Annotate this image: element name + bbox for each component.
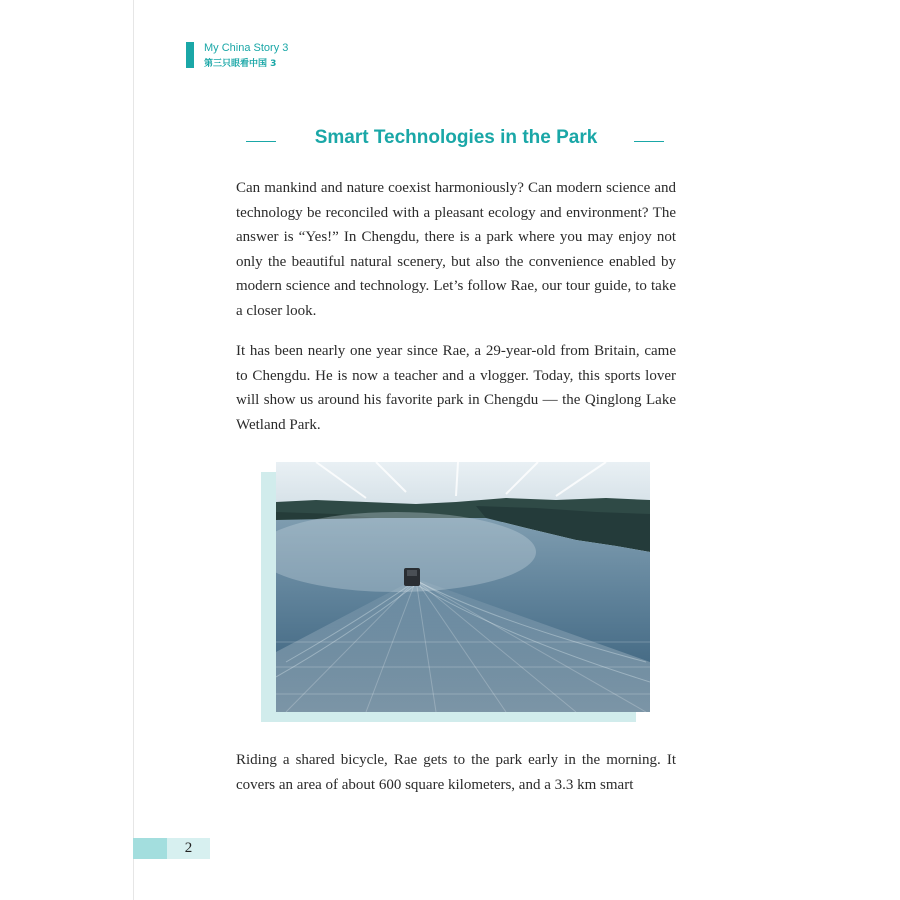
folio-accent-bar	[133, 838, 167, 859]
body-paragraph-2: It has been nearly one year since Rae, a 29-year-old from Britain, came to Chengdu. He is now a teacher and a vlogger. Today, this sports lover will show us around his favorite park in Chengdu — the Qinglong Lake Wetland Park.	[236, 343, 676, 433]
body-paragraph-3: Riding a shared bicycle, Rae gets to the park early in the morning. It covers an area of about 600 square kilometers, and a 3.3 km smart	[236, 752, 676, 793]
lake-boat-photo	[276, 462, 650, 712]
heading-rule-right	[634, 141, 664, 142]
page-number: 2	[184, 840, 193, 856]
page-edge-line	[133, 0, 134, 900]
body-paragraph-1: Can mankind and nature coexist harmoniously? Can modern science and technology be reconciled with a pleasant ecology and environment? The answer is “Yes!” In Chengdu, there is a park where you may enjoy not only the beautiful natural scenery, but also the convenience enabled by modern science and technology. Let’s follow Rae, our tour guide, to take a closer look.	[236, 180, 676, 319]
section-heading	[236, 127, 676, 157]
section-title: Smart Technologies in the Park	[314, 127, 598, 148]
header-book-title: My China Story 3	[204, 42, 289, 54]
header-book-title-chinese: 第三只眼看中国 3	[204, 59, 277, 69]
header-accent-bar	[186, 42, 194, 68]
